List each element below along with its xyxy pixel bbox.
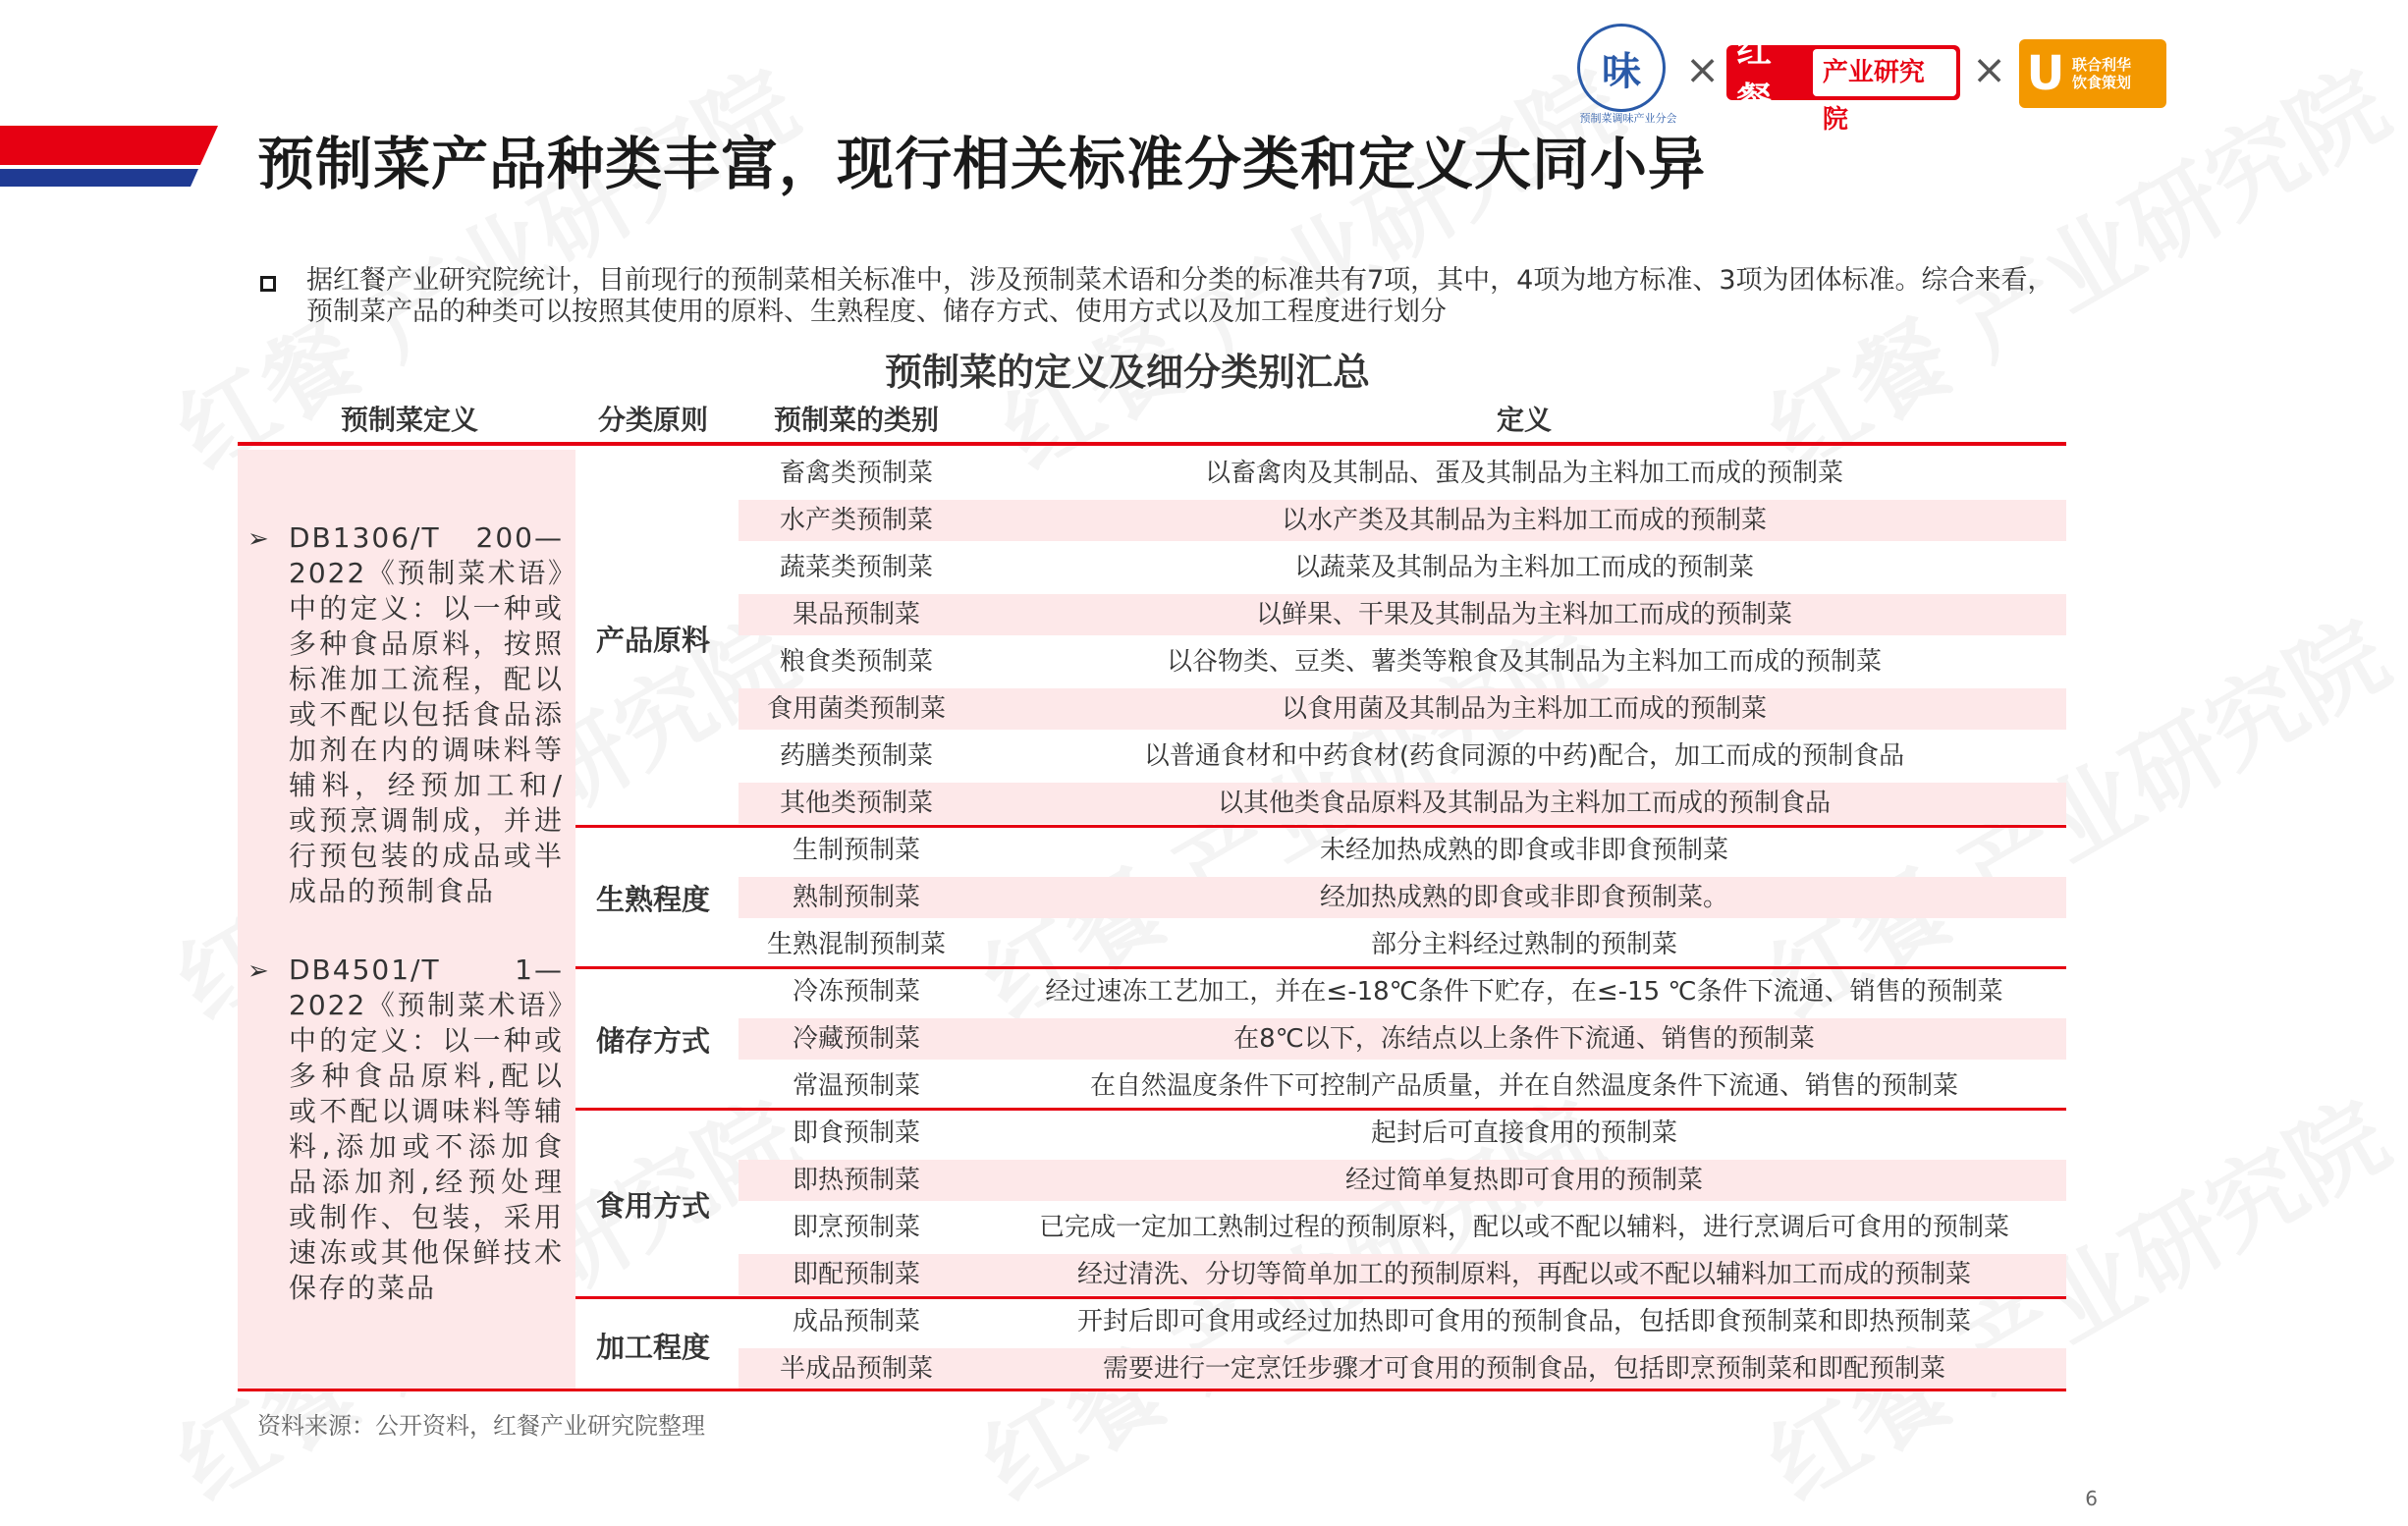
header-meaning: 定义 bbox=[1496, 404, 1552, 436]
table-top-rule bbox=[238, 442, 2066, 446]
category-cell: 冷藏预制菜 bbox=[792, 1024, 920, 1054]
definition-cell: 以畜禽肉及其制品、蛋及其制品为主料加工而成的预制菜 bbox=[1204, 459, 1843, 488]
partner-logos bbox=[1577, 24, 2216, 135]
definition-cell: 未经加热成熟的即食或非即食预制菜 bbox=[1319, 836, 1728, 865]
definition-cell: 以谷物类、豆类、薯类等粮食及其制品为主料加工而成的预制菜 bbox=[1166, 647, 1882, 677]
definition-cell: 以鲜果、干果及其制品为主料加工而成的预制菜 bbox=[1255, 600, 1792, 629]
definition-cell: 在自然温度条件下可控制产品质量，并在自然温度条件下流通、销售的预制菜 bbox=[1089, 1071, 1958, 1101]
definition-cell: 以水产类及其制品为主料加工而成的预制菜 bbox=[1281, 506, 1767, 535]
definition-cell: 在8℃以下，冻结点以上条件下流通、销售的预制菜 bbox=[1233, 1024, 1815, 1054]
definition-cell: 以普通食材和中药食材(药食同源的中药)配合，加工而成的预制食品 bbox=[1143, 741, 1905, 771]
redcanteen-brand: 红餐 bbox=[1736, 30, 1773, 121]
definition-cell: 以食用菌及其制品为主料加工而成的预制菜 bbox=[1281, 694, 1767, 724]
category-cell: 生熟混制预制菜 bbox=[766, 930, 946, 959]
category-cell: 水产类预制菜 bbox=[779, 506, 933, 535]
definition-cell: 经加热成熟的即食或非即食预制菜。 bbox=[1319, 883, 1728, 912]
definition-cell: 已完成一定加工熟制过程的预制原料，配以或不配以辅料，进行烹调后可食用的预制菜 bbox=[1038, 1213, 2009, 1242]
principle-label: 食用方式 bbox=[595, 1189, 710, 1223]
category-cell: 即配预制菜 bbox=[792, 1260, 920, 1289]
category-cell: 蔬菜类预制菜 bbox=[779, 553, 933, 582]
source-note: 资料来源：公开资料，红餐产业研究院整理 bbox=[257, 1412, 705, 1440]
category-cell: 畜禽类预制菜 bbox=[779, 459, 933, 488]
category-cell: 常温预制菜 bbox=[792, 1071, 920, 1101]
definition-cell: 开封后即可食用或经过加热即可食用的预制食品，包括即食预制菜和即热预制菜 bbox=[1076, 1307, 1971, 1336]
page-title: 预制菜产品种类丰富，现行相关标准分类和定义大同小异 bbox=[257, 131, 1707, 197]
definition-text-2: DB4501/T 1—2022《预制菜术语》中的定义：以一种或多种食品原料,配以或不配以调味料等辅料,添加或不添加食品添加剂,经预处理或制作、包装，采用速冻或其他保鲜技术保存的菜品 bbox=[289, 954, 564, 1304]
definition-cell: 以其他类食品原料及其制品为主料加工而成的预制食品 bbox=[1217, 789, 1831, 818]
category-cell: 果品预制菜 bbox=[792, 600, 920, 629]
definition-cell: 起封后可直接食用的预制菜 bbox=[1370, 1118, 1677, 1148]
category-cell: 冷冻预制菜 bbox=[792, 977, 920, 1007]
title-accent-bar bbox=[0, 126, 218, 187]
redcanteen-sub: 产业研究院 bbox=[1813, 49, 1956, 96]
principle-label: 储存方式 bbox=[595, 1024, 710, 1058]
definition-cell: 以蔬菜及其制品为主料加工而成的预制菜 bbox=[1293, 553, 1754, 582]
unilever-text-1: 联合利华 bbox=[2072, 56, 2132, 74]
times-icon: × bbox=[1685, 45, 1721, 93]
association-logo bbox=[1577, 24, 1666, 112]
category-cell: 熟制预制菜 bbox=[792, 883, 920, 912]
principle-label: 加工程度 bbox=[595, 1331, 710, 1364]
category-cell: 生制预制菜 bbox=[792, 836, 920, 865]
unilever-text-2: 饮食策划 bbox=[2072, 74, 2132, 91]
unilever-glyph: U bbox=[2026, 46, 2065, 101]
definition-cell: 经过简单复热即可食用的预制菜 bbox=[1344, 1166, 1703, 1195]
category-cell: 即烹预制菜 bbox=[792, 1213, 920, 1242]
principle-label: 生熟程度 bbox=[595, 883, 710, 916]
unilever-logo bbox=[2019, 39, 2166, 108]
category-cell: 食用菌类预制菜 bbox=[766, 694, 946, 724]
header-principle: 分类原则 bbox=[597, 404, 708, 436]
category-cell: 成品预制菜 bbox=[792, 1307, 920, 1336]
category-cell: 粮食类预制菜 bbox=[779, 647, 933, 677]
definition-cell: 经过速冻工艺加工，并在≤-18℃条件下贮存，在≤-15 ℃条件下流通、销售的预制菜 bbox=[1045, 977, 2003, 1007]
category-cell: 半成品预制菜 bbox=[779, 1354, 933, 1384]
definition-cell: 经过清洗、分切等简单加工的预制原料，再配以或不配以辅料加工而成的预制菜 bbox=[1076, 1260, 1971, 1289]
category-cell: 药膳类预制菜 bbox=[779, 741, 933, 771]
redcanteen-logo bbox=[1726, 30, 1960, 135]
arrow-bullet-icon: ➢ bbox=[247, 956, 269, 986]
association-logo-glyph: 味 bbox=[1602, 48, 1641, 94]
square-bullet-icon bbox=[260, 276, 276, 292]
definition-text-1: DB1306/T 200—2022《预制菜术语》中的定义：以一种或多种食品原料，按照标准加工流程，配以或不配以包括食品添加剂在内的调味料等辅料，经预加工和/或预烹调制成，并进行预包装的成品或半成品的预制食品 bbox=[289, 521, 564, 907]
category-cell: 即食预制菜 bbox=[792, 1118, 920, 1148]
association-caption: 预制菜调味产业分会 bbox=[1579, 112, 1677, 125]
intro-paragraph: 据红餐产业研究院统计，目前现行的预制菜相关标准中，涉及预制菜术语和分类的标准共有7项，其中，4项为地方标准、3项为团体标准。综合来看，预制菜产品的种类可以按照其使用的原料、生熟程度、储存方式、使用方式以及加工程度进行划分 bbox=[306, 265, 2054, 327]
table-bottom-rule bbox=[238, 1389, 2066, 1391]
times-icon: × bbox=[1972, 45, 2007, 93]
header-category: 预制菜的类别 bbox=[773, 404, 939, 436]
arrow-bullet-icon: ➢ bbox=[247, 524, 269, 554]
definition-cell: 部分主料经过熟制的预制菜 bbox=[1370, 930, 1677, 959]
principle-label: 产品原料 bbox=[595, 624, 710, 657]
table-title: 预制菜的定义及细分类别汇总 bbox=[884, 351, 1370, 394]
category-cell: 即热预制菜 bbox=[792, 1166, 920, 1195]
page-number: 6 bbox=[2085, 1487, 2098, 1510]
header-definition: 预制菜定义 bbox=[340, 404, 478, 436]
category-cell: 其他类预制菜 bbox=[779, 789, 933, 818]
definition-cell: 需要进行一定烹饪步骤才可食用的预制食品，包括即烹预制菜和即配预制菜 bbox=[1102, 1354, 1945, 1384]
